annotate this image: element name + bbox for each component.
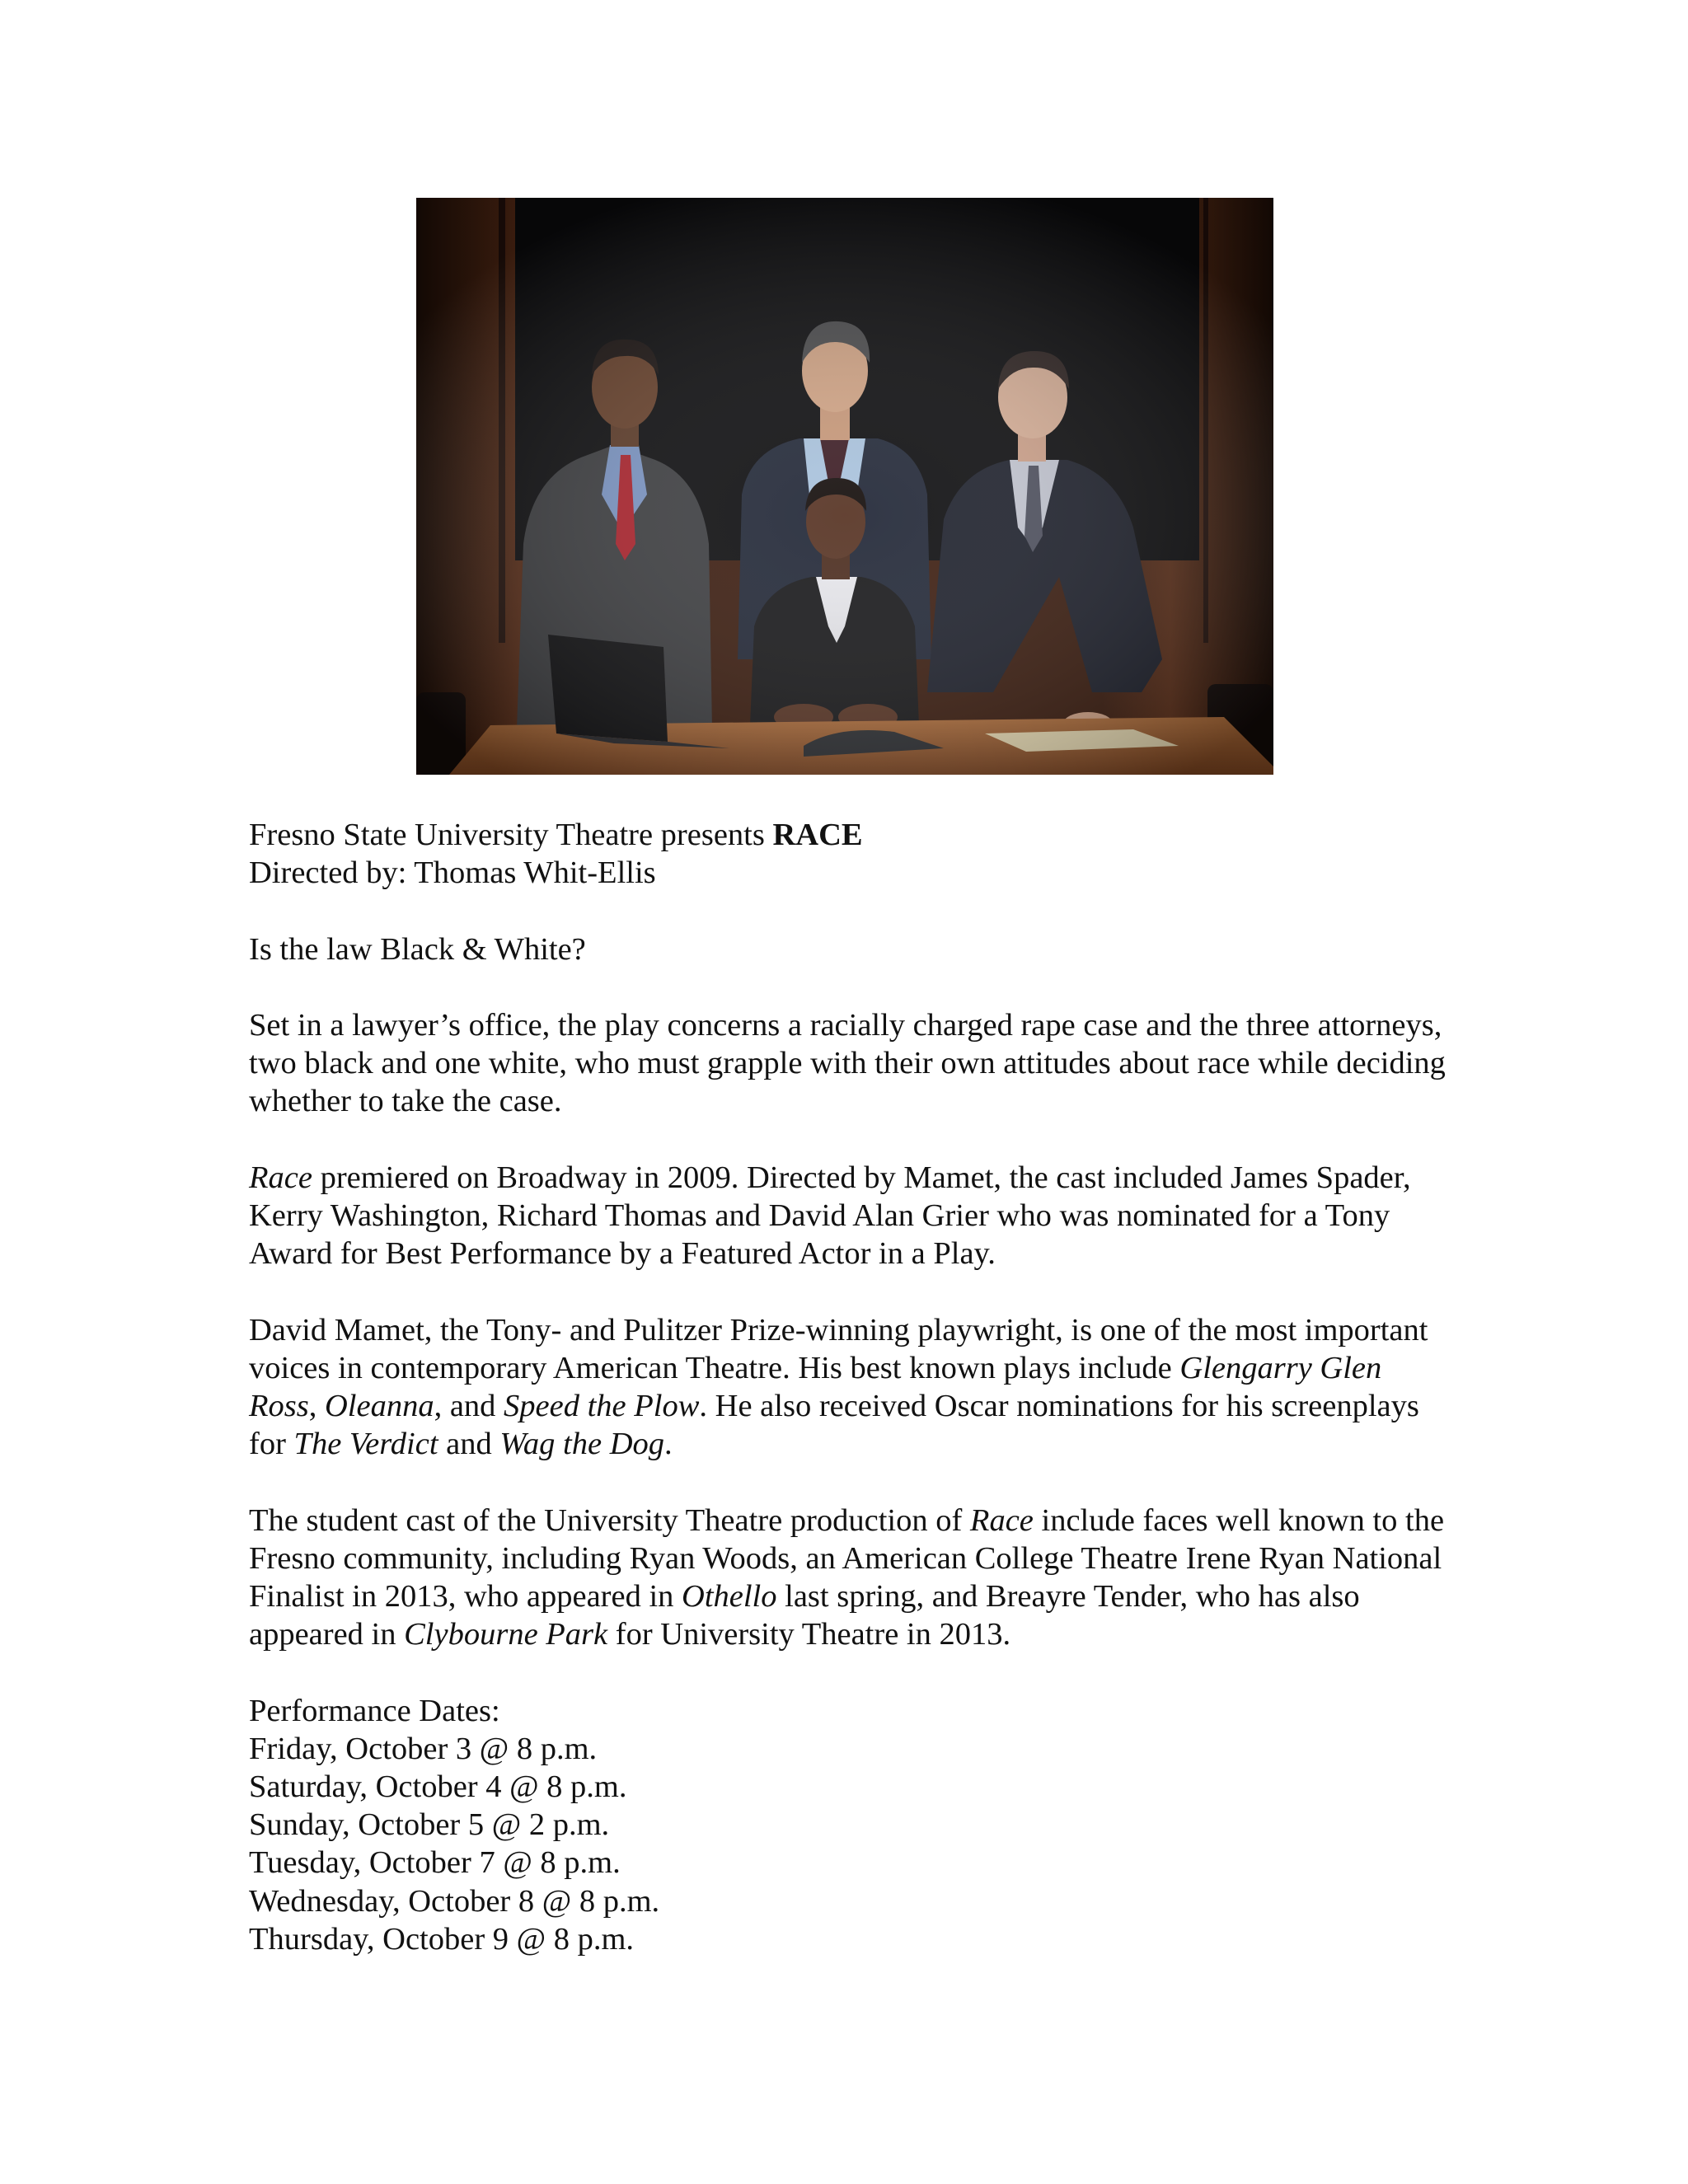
play-title-italic: Othello bbox=[682, 1578, 777, 1614]
play-title-italic: Race bbox=[249, 1160, 312, 1195]
play-title-italic: Clybourne Park bbox=[404, 1617, 608, 1652]
performance-date: Sunday, October 5 @ 2 p.m. bbox=[249, 1807, 610, 1843]
presents-line bbox=[249, 816, 1452, 854]
tagline: Is the law Black & White? bbox=[249, 931, 586, 967]
play-title-italic: Glengarry Glen Ross bbox=[249, 1350, 1382, 1423]
broadway-paragraph bbox=[249, 1159, 1452, 1273]
mamet-text: , and bbox=[434, 1388, 504, 1423]
header-block bbox=[249, 816, 1452, 892]
performance-date: Friday, October 3 @ 8 p.m. bbox=[249, 1731, 598, 1766]
synopsis-paragraph: Set in a lawyer’s office, the play concerns a racially charged rape case and the three attorneys, two black and one white, who must grapple with their own attitudes about race while deciding whether to take the case. bbox=[249, 1007, 1446, 1119]
mamet-text: . bbox=[664, 1427, 673, 1462]
broadway-text: premiered on Broadway in 2009. Directed by Mamet, the cast included James Spader, Kerry Washington, Richard Thomas and David Alan Grier who was nominated for a Tony Award for Best Performance by a Featured Actor in a Play. bbox=[249, 1160, 1411, 1272]
performance-date: Saturday, October 4 @ 8 p.m. bbox=[249, 1769, 627, 1804]
performance-dates bbox=[249, 1692, 1452, 1958]
film-title-italic: Wag the Dog bbox=[499, 1427, 664, 1462]
cast-text: last spring, and Breayre Tender, who has also appeared in bbox=[249, 1578, 1360, 1652]
mamet-paragraph bbox=[249, 1311, 1452, 1464]
play-title-italic: Oleanna bbox=[324, 1388, 434, 1423]
mamet-text: and bbox=[438, 1427, 500, 1462]
mamet-text: , bbox=[308, 1388, 325, 1423]
performance-dates-heading: Performance Dates: bbox=[249, 1693, 500, 1728]
performance-date: Wednesday, October 8 @ 8 p.m. bbox=[249, 1883, 660, 1919]
performance-date: Thursday, October 9 @ 8 p.m. bbox=[249, 1921, 635, 1957]
play-title: RACE bbox=[772, 818, 863, 852]
cast-text: The student cast of the University Theatre production of bbox=[249, 1502, 970, 1538]
cast-text: include faces well known to the Fresno community, including Ryan Woods, an American College Theatre Irene Ryan National Finalist in 2013, who appeared in bbox=[249, 1502, 1445, 1614]
film-title-italic: The Verdict bbox=[293, 1427, 438, 1462]
play-title-italic: Race bbox=[969, 1502, 1034, 1538]
directed-by: Directed by: Thomas Whit-Ellis bbox=[249, 855, 656, 891]
play-title-italic: Speed the Plow bbox=[504, 1388, 700, 1423]
press-release bbox=[249, 816, 1452, 1996]
performance-date: Tuesday, October 7 @ 8 p.m. bbox=[249, 1845, 621, 1881]
mamet-text: . He also received Oscar nominations for his screenplays for bbox=[249, 1388, 1419, 1462]
mamet-text: David Mamet, the Tony- and Pulitzer Prize-winning playwright, is one of the most important voices in contemporary American Theatre. His best known plays include bbox=[249, 1312, 1428, 1385]
cast-paragraph bbox=[249, 1502, 1452, 1654]
cast-photo bbox=[416, 198, 1273, 775]
presents-text: Fresno State University Theatre presents bbox=[249, 818, 773, 852]
cast-text: for University Theatre in 2013. bbox=[607, 1617, 1011, 1652]
